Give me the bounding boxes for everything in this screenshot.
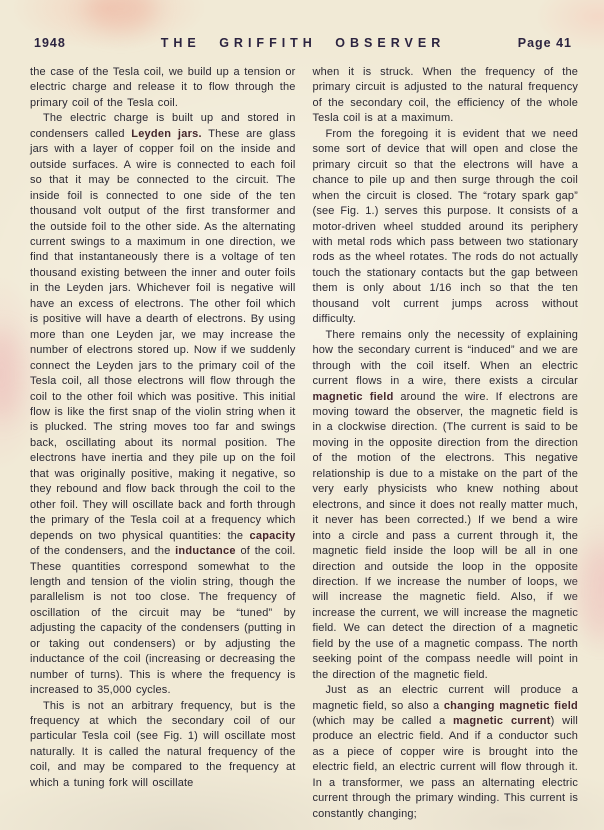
text-run: There remains only the necessity of explaining how the secondary current is “induced” and we are through with the coil itself. When an electric current flows in a wire, there exists a circular <box>312 328 578 388</box>
scan-stain <box>86 0 156 32</box>
column-right <box>313 65 579 822</box>
page-header <box>30 36 578 50</box>
text-run: From the foregoing it is evident that we need some sort of device that will open and close the primary circuit so that the electrons will have a chance to pile up and then surge through the coil when the circuit is closed. The “rotary spark gap” (see Fig. 1.) serves this purpose. It consists of a motor-driven wheel studded around its periphery with metal rods which pass between two stationary rods as the wheel rotates. The rods do not actually touch the stationary contacts but the gap between them is only about 1/16 inch so that the ten thousand volt current jumps across without difficulty. <box>312 127 578 326</box>
bold-term: changing magnetic field <box>443 699 579 712</box>
header-title: THE GRIFFITH OBSERVER <box>160 36 446 50</box>
text-run: Just as an electric current will produce a magnetic field, so also a <box>312 684 578 712</box>
text-run: around the wire. If electrons are moving toward the observer, the magnetic field is in a clockwise direction. (The current is said to be moving in the opposite direction from the direction of the motion of the electrons. This negative relationship is due to a mistake on the part of the very early physicists who knew nothing about electrons, and since it does not really matter much, it never has been corrected.) If we bend a wire into a circle and pass a current through it, the magnetic field inside the loop will be all in one direction and outside the loop in the opposite direction. If we increase the number of loops, we will increase the magnetic field. Also, if we increase the current, we will increase the magnetic field. We can detect the direction of a magnetic field by the use of a magnetic compass. The north seeking point of the compass needle will point in the direction of the magnetic field. <box>312 390 578 681</box>
bold-term: inductance <box>175 545 236 558</box>
scan-stain <box>578 545 604 640</box>
bold-term: capacity <box>249 529 296 542</box>
header-page-number: Page 41 <box>517 36 572 50</box>
text-run: of the condensers, and the <box>30 545 176 558</box>
bold-term: Leyden jars. <box>131 127 202 140</box>
paragraph <box>313 683 579 822</box>
paragraph <box>30 111 296 698</box>
text-run: of the coil. These quantities correspond somewhat to the length and tension of the violin string, though the parallelism is not too close. The frequency of oscillation of the circuit may be “tuned” by adjusting the capacity of the condensers (putting in or taking out condensers) or by adjusting the inductance of the coil (increasing or decreasing the number of turns). This is where the frequency is increased to 35,000 cycles. <box>30 545 296 697</box>
column-left <box>30 65 296 822</box>
bold-term: magnetic field <box>312 390 394 403</box>
text-run: ) will produce an electric field. And if a conductor such as a piece of copper wire is brought into the electric field, an electric current will flow through it. In a transformer, we pass an alternating electric current through the primary winding. This current is constantly changing; <box>312 715 578 820</box>
paragraph <box>313 127 579 328</box>
paragraph <box>313 328 579 683</box>
text-run: These are glass jars with a layer of copper foil on the inside and outside surfaces. A wire is connected to each foil so that it may be connected to the circuit. The inside foil is connected to one side of the ten thousand volt output of the first transformer and the outside foil to the other side. As the alternating current swings to a maximum in one direction, we find that instantaneously there is a voltage of ten thousand existing between the inner and outer foils in the Leyden jars. Whichever foil is negative will have an excess of electrons. The other foil which is positive will have a dearth of electrons. By using more than one Leyden jar, we may increase the number of electrons stored up. Now if we suddenly connect the Leyden jars to the primary coil of the Tesla coil, all those electrons will flow through the coil to the other foil which was positive. This initial flow is like the first snap of the violin string when it is plucked. The string moves too far and swings back, oscillating about its normal position. The electrons have inertia and they pile up on the foil that was originally positive, making it negative, so they rebound and flow back through the coil to the other foil. They will oscillate back and forth through the primary of the Tesla coil at a frequency which depends on two physical quantities: the <box>30 127 296 542</box>
text-columns <box>30 65 578 822</box>
paragraph <box>313 65 579 127</box>
text-run: when it is struck. When the frequency of the primary circuit is adjusted to the natural frequency of the secondary coil, the efficiency of the whole Tesla coil is at a maximum. <box>312 66 578 125</box>
header-year: 1948 <box>34 36 66 50</box>
paragraph <box>30 699 296 792</box>
text-run: (which may be called a <box>312 715 453 728</box>
text-run: This is not an arbitrary frequency, but is the frequency at which the secondary coil of our particular Tesla coil (see Fig. 1) will oscillate most naturally. It is called the natural frequency of the coil, and may be compared to the frequency at which a tuning fork will oscillate <box>30 699 296 789</box>
paragraph <box>30 65 296 111</box>
scan-stain <box>0 330 22 420</box>
text-run: the case of the Tesla coil, we build up a tension or electric charge and release it to flow through the primary coil of the Tesla coil. <box>30 66 296 109</box>
text-run: The electric charge is built up and stored in condensers called <box>30 112 296 140</box>
bold-term: magnetic current <box>453 715 551 728</box>
